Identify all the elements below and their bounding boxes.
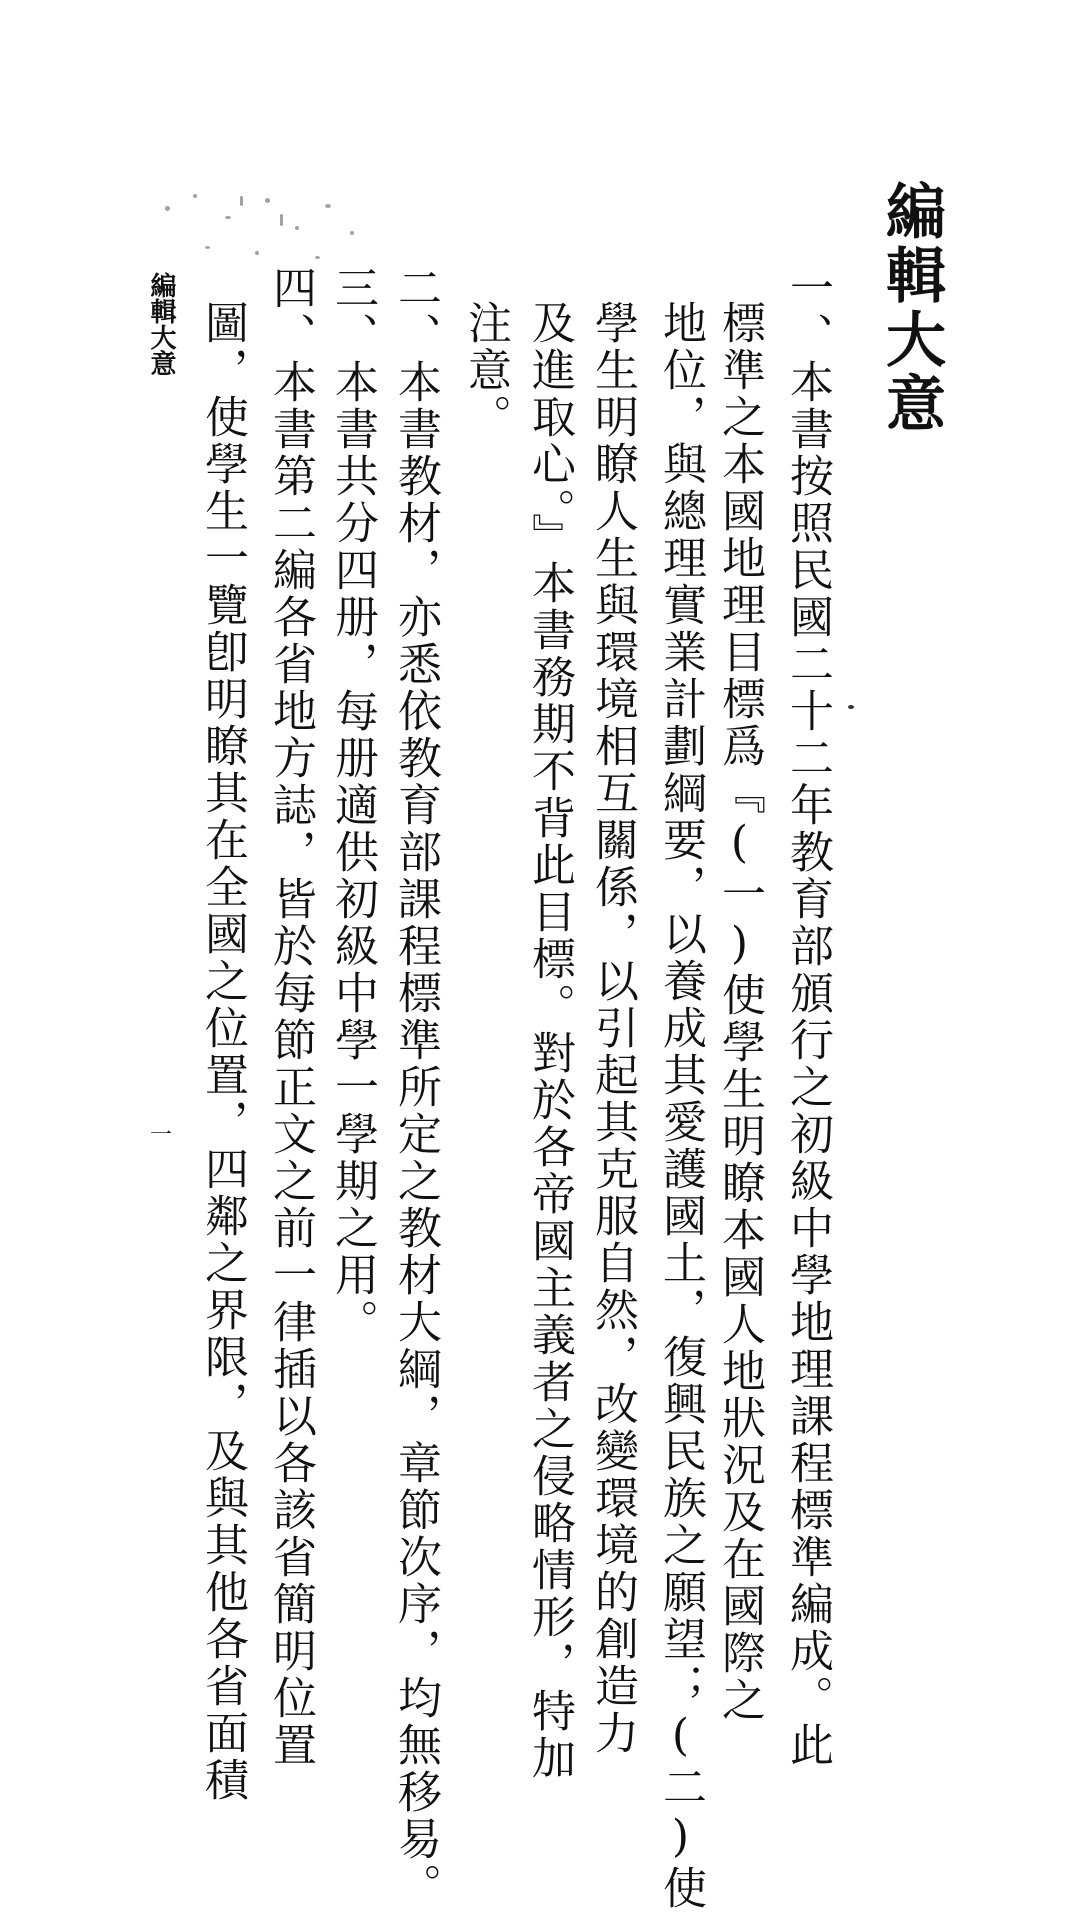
text-column-3: 地位，與總理實業計劃綱要，以養成其愛護國土，復興民族之願望；(二)使: [655, 300, 706, 1912]
text-column-4: 學生明瞭人生與環境相互關係，以引起其克服自然，改變環境的創造力: [587, 300, 638, 1757]
text-column-6: 注意。: [460, 300, 511, 441]
print-speck: [848, 705, 854, 709]
text-column-9: 四、本書第二編各省地方誌，皆於每節正文之前一律插以各該省簡明位置: [265, 265, 316, 1769]
text-column-1: 一、本書按照民國二十二年教育部頒行之初級中學地理課程標準編成。此: [782, 265, 833, 1769]
text-column-10: 圖，使學生一覽卽明瞭其在全國之位置，四鄰之界限，及與其他各省面積: [197, 300, 248, 1804]
text-column-8: 三、本書共分四册，每册適供初級中學一學期之用。: [327, 265, 378, 1346]
library-stamp: [145, 186, 380, 271]
page-title: 編輯大意: [876, 180, 946, 436]
text-column-2: 標準之本國地理目標爲『(一)使學生明瞭本國人地狀況及在國際之: [714, 300, 765, 1724]
running-head: 編輯大意: [146, 272, 176, 376]
page-number: 一: [150, 1123, 173, 1148]
text-column-5: 及進取心。』本書務期不背此目標。對於各帝國主義者之侵略情形，特加: [524, 300, 575, 1782]
text-column-7: 二、本書教材，亦悉依教育部課程標準所定之教材大綱，章節次序，均無移易。: [390, 265, 441, 1910]
